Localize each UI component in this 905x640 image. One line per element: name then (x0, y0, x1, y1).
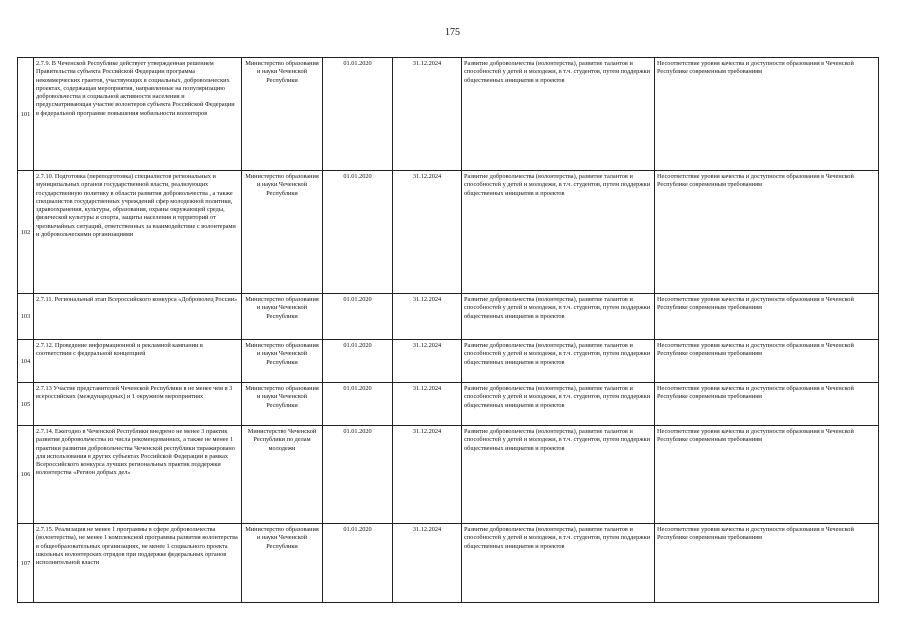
measure-cell: 2.7.15. Реализация не менее 1 программы в сфере добровольчества (волонтерства), не менее 1 комплексной программы развития волонтерства в общеобразовательных организациях, не менее 1 социального проекта школьных волонтерских отрядов при поддержке федеральных органов исполнительной власти (34, 524, 242, 603)
result-cell: Развитие добровольчества (волонтерства), развитие талантов и способностей у детей и молодежи, в т.ч. студентов, путем поддержки общественных инициатив и проектов (462, 171, 655, 294)
row-number: 103 (18, 294, 34, 340)
end-date-cell: 31.12.2024 (393, 426, 462, 524)
start-date-cell: 01.01.2020 (323, 383, 393, 426)
start-date-cell: 01.01.2020 (323, 524, 393, 603)
risk-cell: Несоответствие уровня качества и доступности образования в Чеченской Республике современным требованиям (655, 426, 879, 524)
result-cell: Развитие добровольчества (волонтерства), развитие талантов и способностей у детей и молодежи, в т.ч. студентов, путем поддержки общественных инициатив и проектов (462, 524, 655, 603)
end-date-cell: 31.12.2024 (393, 383, 462, 426)
table-row (18, 524, 879, 603)
risk-cell: Несоответствие уровня качества и доступности образования в Чеченской Республике современным требованиям (655, 340, 879, 383)
executor-cell: Министерство образования и науки Чеченской Республики (242, 58, 323, 171)
table-row (18, 58, 879, 171)
risk-cell: Несоответствие уровня качества и доступности образования в Чеченской Республике современным требованиям (655, 58, 879, 171)
row-number: 101 (18, 58, 34, 171)
table-row (18, 426, 879, 524)
table-row (18, 340, 879, 383)
row-number: 107 (18, 524, 34, 603)
measures-table (17, 57, 879, 603)
risk-cell: Несоответствие уровня качества и доступности образования в Чеченской Республике современным требованиям (655, 294, 879, 340)
result-cell: Развитие добровольчества (волонтерства), развитие талантов и способностей у детей и молодежи, в т.ч. студентов, путем поддержки общественных инициатив и проектов (462, 294, 655, 340)
row-number: 105 (18, 383, 34, 426)
measure-cell: 2.7.12. Проведение информационной и рекламной кампании в соответствии с федеральной концепцией (34, 340, 242, 383)
table-row (18, 294, 879, 340)
table-row (18, 171, 879, 294)
table-row (18, 383, 879, 426)
end-date-cell: 31.12.2024 (393, 58, 462, 171)
measure-cell: 2.7.11. Региональный этап Всероссийского конкурса «Доброволец России» (34, 294, 242, 340)
result-cell: Развитие добровольчества (волонтерства), развитие талантов и способностей у детей и молодежи, в т.ч. студентов, путем поддержки общественных инициатив и проектов (462, 383, 655, 426)
result-cell: Развитие добровольчества (волонтерства), развитие талантов и способностей у детей и молодежи, в т.ч. студентов, путем поддержки общественных инициатив и проектов (462, 426, 655, 524)
executor-cell: Министерство образования и науки Чеченской Республики (242, 294, 323, 340)
start-date-cell: 01.01.2020 (323, 171, 393, 294)
start-date-cell: 01.01.2020 (323, 58, 393, 171)
start-date-cell: 01.01.2020 (323, 294, 393, 340)
executor-cell: Министерство образования и науки Чеченской Республики (242, 383, 323, 426)
end-date-cell: 31.12.2024 (393, 294, 462, 340)
measure-cell: 2.7.13 Участие представителей Чеченской Республики в не менее чем в 3 всероссийских (международных) и 1 окружном мероприятиях (34, 383, 242, 426)
executor-cell: Министерство образования и науки Чеченской Республики (242, 171, 323, 294)
result-cell: Развитие добровольчества (волонтерства), развитие талантов и способностей у детей и молодежи, в т.ч. студентов, путем поддержки общественных инициатив и проектов (462, 340, 655, 383)
end-date-cell: 31.12.2024 (393, 171, 462, 294)
measure-cell: 2.7.9. В Чеченской Республике действует утвержденная решением Правительства субъекта Российской Федерации программа некоммерческих грантов, участвующих в социальных, добровольческих проектах, содержащая мероприятия, направленные на популяризацию добровольчества и социальной активности населения и предусматривающая участие волонтеров субъекта Российской Федерации в федеральной программе повышения мобильности волонтеров (34, 58, 242, 171)
row-number: 102 (18, 171, 34, 294)
risk-cell: Несоответствие уровня качества и доступности образования в Чеченской Республике современным требованиям (655, 383, 879, 426)
end-date-cell: 31.12.2024 (393, 340, 462, 383)
row-number: 106 (18, 426, 34, 524)
start-date-cell: 01.01.2020 (323, 426, 393, 524)
executor-cell: Министерство Чеченской Республики по делам молодежи (242, 426, 323, 524)
row-number: 104 (18, 340, 34, 383)
risk-cell: Несоответствие уровня качества и доступности образования в Чеченской Республике современным требованиям (655, 171, 879, 294)
measure-cell: 2.7.14. Ежегодно в Чеченской Республики внедрено не менее 3 практик развития добровольчества из числа рекомендованных, а также не менее 1 практики развития добровольчества Чеченской республики тиражировано для использования в других субъектах Российской Федерации в рамках Всероссийского конкурса лучших региональных практик поддержки волонтерства «Регион добрых дел» (34, 426, 242, 524)
measure-cell: 2.7.10. Подготовка (переподготовка) специалистов региональных и муниципальных органов государственной власти, реализующих государственную политику в области развития добровольчества , а также специалистов государственных учреждений сфер молодежной политики, здравоохранения, культуры, образования, охраны окружающей среды, физической культуры и спорта, защиты населения и территорий от чрезвычайных ситуаций, ответственных за взаимодействие с волонтерами и добровольческими организациями (34, 171, 242, 294)
executor-cell: Министерство образования и науки Чеченской Республики (242, 524, 323, 603)
executor-cell: Министерство образования и науки Чеченской Республики (242, 340, 323, 383)
start-date-cell: 01.01.2020 (323, 340, 393, 383)
page-number: 175 (445, 27, 460, 38)
end-date-cell: 31.12.2024 (393, 524, 462, 603)
result-cell: Развитие добровольчества (волонтерства), развитие талантов и способностей у детей и молодежи, в т.ч. студентов, путем поддержки общественных инициатив и проектов (462, 58, 655, 171)
risk-cell: Несоответствие уровня качества и доступности образования в Чеченской Республике современным требованиям (655, 524, 879, 603)
